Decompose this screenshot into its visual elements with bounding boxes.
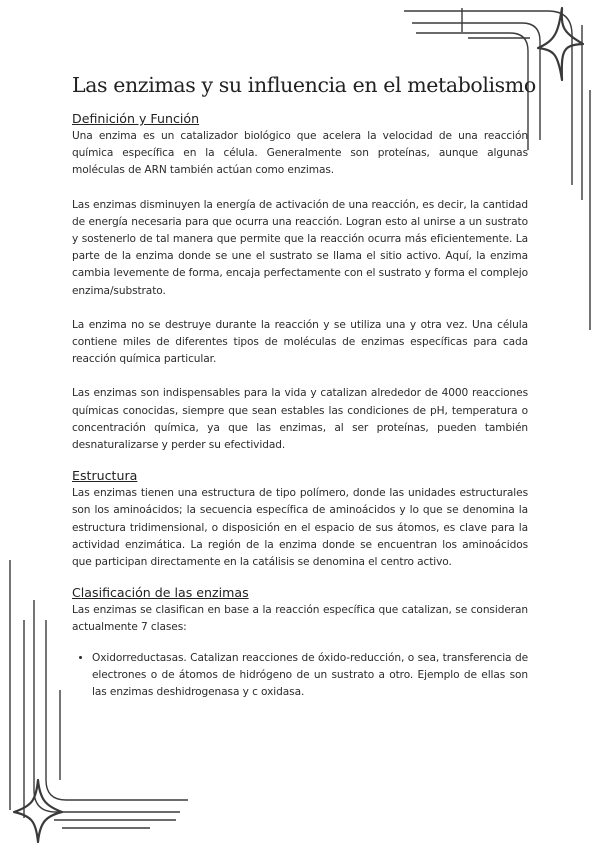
page-title: Las enzimas y su influencia en el metabolismo <box>72 73 536 97</box>
paragraph: Una enzima es un catalizador biológico que acelera la velocidad de una reacción química específica en la célula. Generalmente son proteínas, aunque algunas moléculas de ARN también actúan como enzimas. <box>72 130 528 177</box>
paragraph: La enzima no se destruye durante la reacción y se utiliza una y otra vez. Una célula contiene miles de diferentes tipos de moléculas de enzimas específicas para cada reacción química particular. <box>72 318 528 366</box>
sparkle-star-icon <box>14 780 62 842</box>
sparkle-star-icon <box>538 8 583 80</box>
enzyme-class-list <box>72 650 528 702</box>
section-heading: Clasificación de las enzimas <box>72 585 249 601</box>
document-body <box>72 111 528 701</box>
paragraph: Las enzimas son indispensables para la vida y catalizan alrededor de 4000 reacciones químicas conocidas, siempre que sean estables las condiciones de pH, temperatura o concentración química, ya que las enzimas, al ser proteínas, pueden también desnaturalizarse y perder su efectividad. <box>72 387 528 452</box>
list-item: • Oxidorreductasas. Catalizan reacciones de óxido-reducción, o sea, transferencia de electrones o de átomos de hidrógeno de un sustrato a otro. Ejemplo de ellas son las enzimas deshidrogenasa y c oxidasa. <box>92 650 528 702</box>
section-heading: Definición y Función <box>72 111 200 126</box>
section-clasificacion <box>72 585 528 701</box>
paragraph: Las enzimas disminuyen la energía de activación de una reacción, es decir, la cantidad de energía necesaria para que ocurra una reacción. Logran esto al unirse a un sustrato y sostenerlo de tal manera que permite que la reacción ocurra más eficientemente. La parte de la enzima donde se une el sustrato se llama el sitio activo. Aquí, la enzima cambia levemente de forma, encaja perfectamente con el sustrato y forma el complejo enzima/substrato. <box>72 198 528 297</box>
section-heading: Estructura <box>72 468 138 484</box>
section-estructura <box>72 468 528 571</box>
paragraph: Las enzimas se clasifican en base a la reacción específica que catalizan, se consideran actualmente 7 clases: <box>72 604 528 634</box>
section-definicion <box>72 111 528 454</box>
paragraph: Las enzimas tienen una estructura de tipo polímero, donde las unidades estructurales son los aminoácidos; la secuencia específica de aminoácidos y lo que se denomina la estructura tridimensional, o disposición en el espacio de sus átomos, es clave para la actividad enzimática. La región de la enzima donde se encuentran los aminoácidos que participan directamente en la catálisis se denomina el centro activo. <box>72 487 528 569</box>
